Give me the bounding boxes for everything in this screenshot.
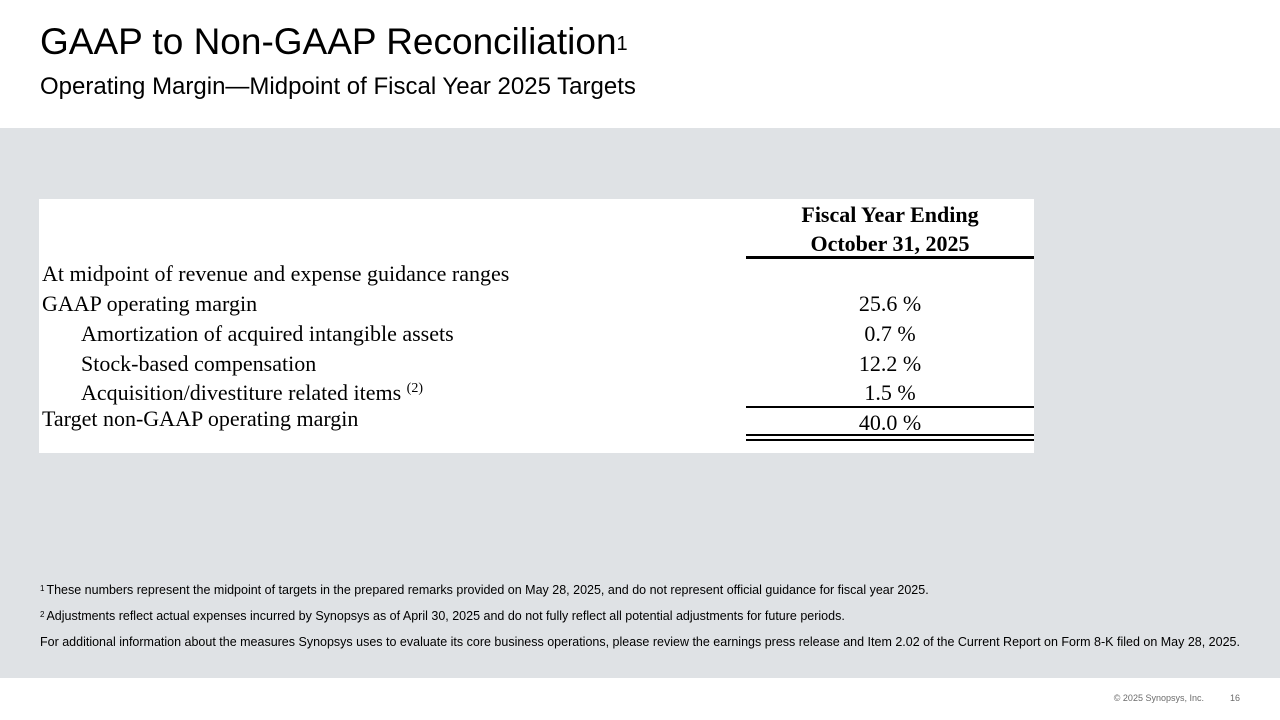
- total-double-rule: [746, 434, 1034, 441]
- footnotes: [40, 583, 1240, 661]
- footnote-marker: 2: [40, 610, 45, 619]
- copyright: © 2025 Synopsys, Inc.: [1113, 693, 1204, 703]
- page-title-text: GAAP to Non-GAAP Reconciliation: [40, 21, 617, 62]
- footnote-additional-info: [40, 635, 1240, 649]
- row-label: Acquisition/divestiture related items: [81, 380, 402, 405]
- row-footnote-marker: (2): [406, 381, 423, 396]
- row-label: Amortization of acquired intangible assets: [81, 321, 454, 346]
- table-row: [39, 289, 1034, 319]
- page-subtitle: Operating Margin—Midpoint of Fiscal Year 2025 Targets: [40, 73, 636, 100]
- row-label: GAAP operating margin: [42, 291, 258, 316]
- row-value: 12.2 %: [858, 351, 922, 376]
- footnote-1: [40, 583, 1240, 597]
- column-header-line-1: Fiscal Year Ending: [801, 202, 979, 227]
- section-label-row: [39, 259, 1034, 289]
- page-number: 16: [1229, 693, 1240, 703]
- footnote-text: Adjustments reflect actual expenses incurred by Synopsys as of April 30, 2025 and do not fully reflect all potential adjustments for future periods.: [46, 609, 845, 623]
- column-header-line-2: October 31, 2025: [810, 231, 970, 256]
- reconciliation-table: [39, 199, 1034, 453]
- footnote-text: For additional information about the measures Synopsys uses to evaluate its core business operations, please review the earnings press release and Item 2.02 of the Current Report on Form 8-K filed on May 28, 2025.: [40, 635, 1240, 649]
- row-label: Stock-based compensation: [81, 351, 317, 376]
- row-label: Target non-GAAP operating margin: [42, 406, 359, 431]
- row-value: 1.5 %: [864, 380, 916, 405]
- table-row-total: [39, 404, 1034, 434]
- table-row: [39, 349, 1034, 379]
- title-footnote-marker: 1: [616, 33, 628, 55]
- row-value: 25.6 %: [858, 291, 922, 316]
- table-row: [39, 319, 1034, 349]
- page-footer: [1114, 693, 1240, 703]
- column-header: [746, 199, 1034, 259]
- page-title: [40, 20, 628, 64]
- footnote-text: These numbers represent the midpoint of targets in the prepared remarks provided on May 28, 2025, and do not represent official guidance for fiscal year 2025.: [46, 583, 929, 597]
- footnote-marker: 1: [40, 584, 45, 593]
- footnote-2: [40, 609, 1240, 623]
- section-label: At midpoint of revenue and expense guidance ranges: [42, 261, 510, 286]
- row-value: 40.0 %: [858, 410, 922, 435]
- row-value: 0.7 %: [864, 321, 916, 346]
